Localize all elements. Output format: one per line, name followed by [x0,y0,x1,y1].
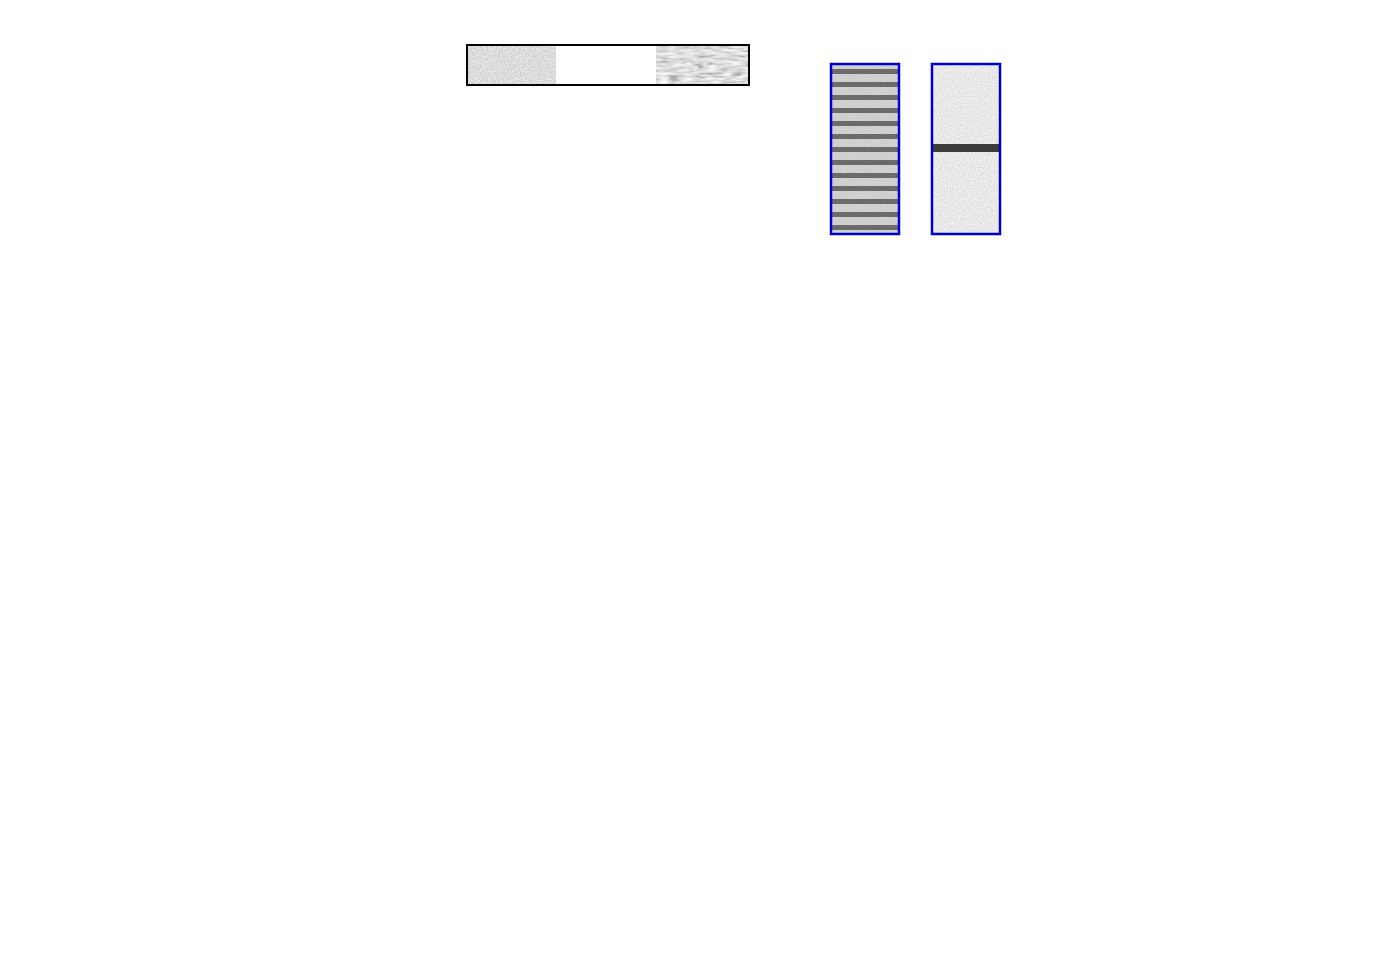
detection-info [70,30,78,270]
info-contw [70,165,78,180]
header-bar [70,3,196,35]
cutout-rows [444,92,796,256]
weighted-sum-row [467,45,749,85]
info-plae [70,225,78,240]
cutout-panel [444,34,796,256]
timestamp-version [1057,4,1074,20]
zoom-spectrum-chart [1030,50,1340,236]
sky-images [826,62,1006,238]
hsc-match-line [70,485,78,500]
full-spectrum-chart [75,270,1315,465]
